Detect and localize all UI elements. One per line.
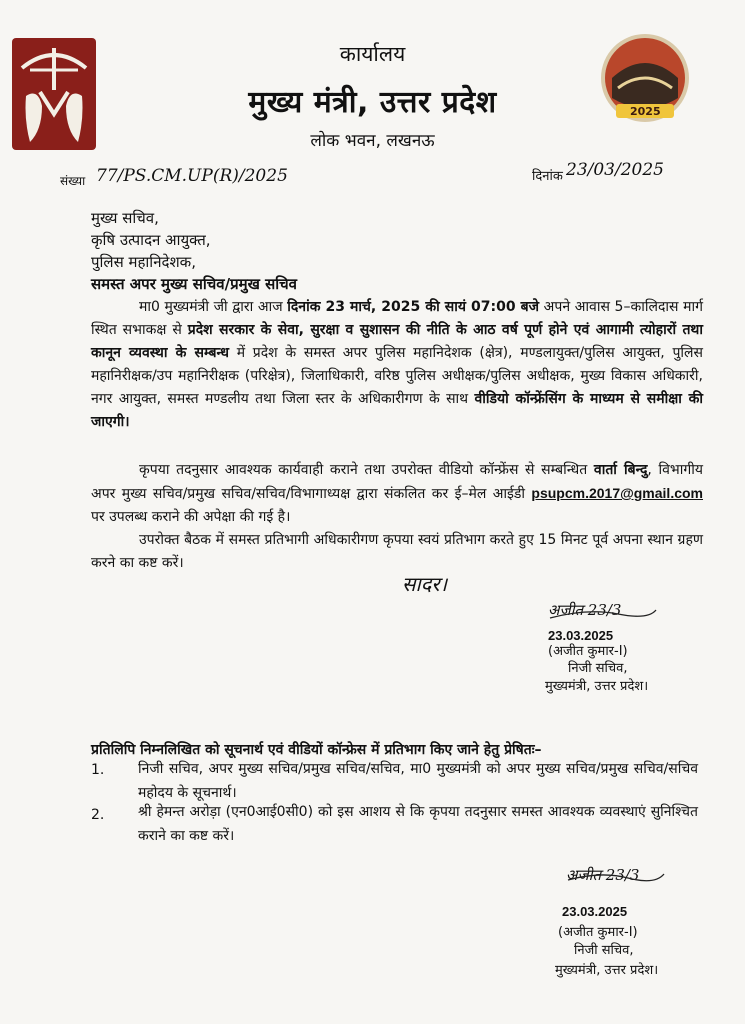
p1-text: में प्रदेश के समस्त अपर पुलिस महानिदेशक (क्षेत्र), मण्डलायुक्त/पुलिस आयुक्त, पुलिस महानिरीक्षक/उप महानिरीक्षक (परिक्षेत्र), जिलाधिकारी, वरिष्ठ पुलिस अधीक्षक/पुलिस अधीक्षक, मुख्य विकास अधिकारी, नगर आयुक्त, समस्त मण्डलीय तथा जिला स्तर के अधिकारीगण के साथ <box>91 345 703 407</box>
signature-initials: अजीत 23/3 <box>566 866 640 884</box>
body-paragraph-3 <box>91 529 703 575</box>
copy-item: श्री हेमन्त अरोड़ा (एन0आई0सी0) को इस आशय से कि कृपया तदनुसार समस्त आवश्यक व्यवस्थाएं सुनिश्चित कराने का कष्ट करें। <box>138 804 698 844</box>
p2-text: पर उपलब्ध कराने की अपेक्षा की गई है। <box>91 509 291 525</box>
copy-item: निजी सचिव, अपर मुख्य सचिव/प्रमुख सचिव/सचिव, मा0 मुख्यमंत्री को अपर मुख्य सचिव/प्रमुख सचिव/सचिव महोदय के सूचनार्थ। <box>138 761 698 801</box>
body-paragraph-1 <box>91 296 703 434</box>
badge-year: 2025 <box>630 105 661 118</box>
p2-talking-points: वार्ता बिन्दु <box>593 462 648 478</box>
reference-number-value: 77/PS.CM.UP(R)/2025 <box>96 166 288 186</box>
signature-stroke <box>548 604 658 624</box>
copy-item-number: 1. <box>91 762 105 778</box>
email-link[interactable]: psupcm.2017@gmail.com <box>531 485 703 501</box>
signatory-name: (अजीत कुमार-I) <box>548 644 628 659</box>
copy-heading: प्रतिलिपि निम्नलिखित को सूचनार्थ एवं वीडियों कॉन्फ्रेस में प्रतिभाग किए जाने हेतु प्रेषितः– <box>91 742 542 758</box>
addressee-line: पुलिस महानिदेशक, <box>91 253 196 271</box>
page-title: मुख्य मंत्री, उत्तर प्रदेश <box>248 85 497 120</box>
p3-text: उपरोक्त बैठक में समस्त प्रतिभागी अधिकारीगण कृपया स्वयं प्रतिभाग करते हुए 15 मिनट पूर्व अपना स्थान ग्रहण करने का कष्ट करें। <box>91 532 703 571</box>
p1-vc: वीडियो कॉन्फ्रेंसिंग के माध्यम से समीक्षा की जाएगी। <box>91 391 704 430</box>
copy-item-number: 2. <box>91 807 105 823</box>
signatory-office: मुख्यमंत्री, उत्तर प्रदेश। <box>555 963 659 978</box>
p1-text: मा0 मुख्यमंत्री जी द्वारा आज <box>139 299 288 315</box>
p1-text: अपने आवास 5–कालिदास मार्ग स्थित सभाकक्ष से <box>91 299 703 338</box>
office-label: कार्यालय <box>339 42 406 66</box>
date-value: 23/03/2025 <box>566 160 664 180</box>
p1-date: दिनांक 23 मार्च, 2025 की सायं 07:00 बजे <box>287 299 540 315</box>
addressee-line: समस्त अपर मुख्य सचिव/प्रमुख सचिव <box>91 275 297 293</box>
signatory-designation: निजी सचिव, <box>568 661 628 676</box>
p1-topic: प्रदेश सरकार के सेवा, सुरक्षा व सुशासन की नीति के आठ वर्ष पूर्ण होने एवं आगामी त्योहारों तथा कानून व्यवस्था के सम्बन्ध <box>91 322 703 361</box>
signature-date: 23.03.2025 <box>548 628 614 643</box>
closing-saadar: सादर। <box>402 572 448 596</box>
signatory-designation: निजी सचिव, <box>574 943 634 958</box>
office-address: लोक भवन, लखनऊ <box>310 131 435 151</box>
p2-text: , विभागीय अपर मुख्य सचिव/प्रमुख सचिव/सचिव/विभागाध्यक्ष द्वारा संकलित कर ई–मेल आईडी <box>91 462 703 502</box>
reference-number-label: संख्या <box>60 174 86 188</box>
body-paragraph-2 <box>91 459 703 529</box>
addressee-line: मुख्य सचिव, <box>91 209 159 227</box>
date-label: दिनांक <box>532 169 563 184</box>
signatory-office: मुख्यमंत्री, उत्तर प्रदेश। <box>545 679 649 694</box>
signature-initials: अजीत 23/3 <box>548 601 622 619</box>
p2-text: कृपया तदनुसार आवश्यक कार्यवाही कराने तथा उपरोक्त वीडियो कॉन्फ्रेंस से सम्बन्धित <box>139 462 594 478</box>
addressee-line: कृषि उत्पादन आयुक्त, <box>91 231 211 249</box>
signatory-name: (अजीत कुमार-I) <box>558 925 638 940</box>
signature-date: 23.03.2025 <box>562 904 628 919</box>
signature-stroke <box>566 868 666 888</box>
